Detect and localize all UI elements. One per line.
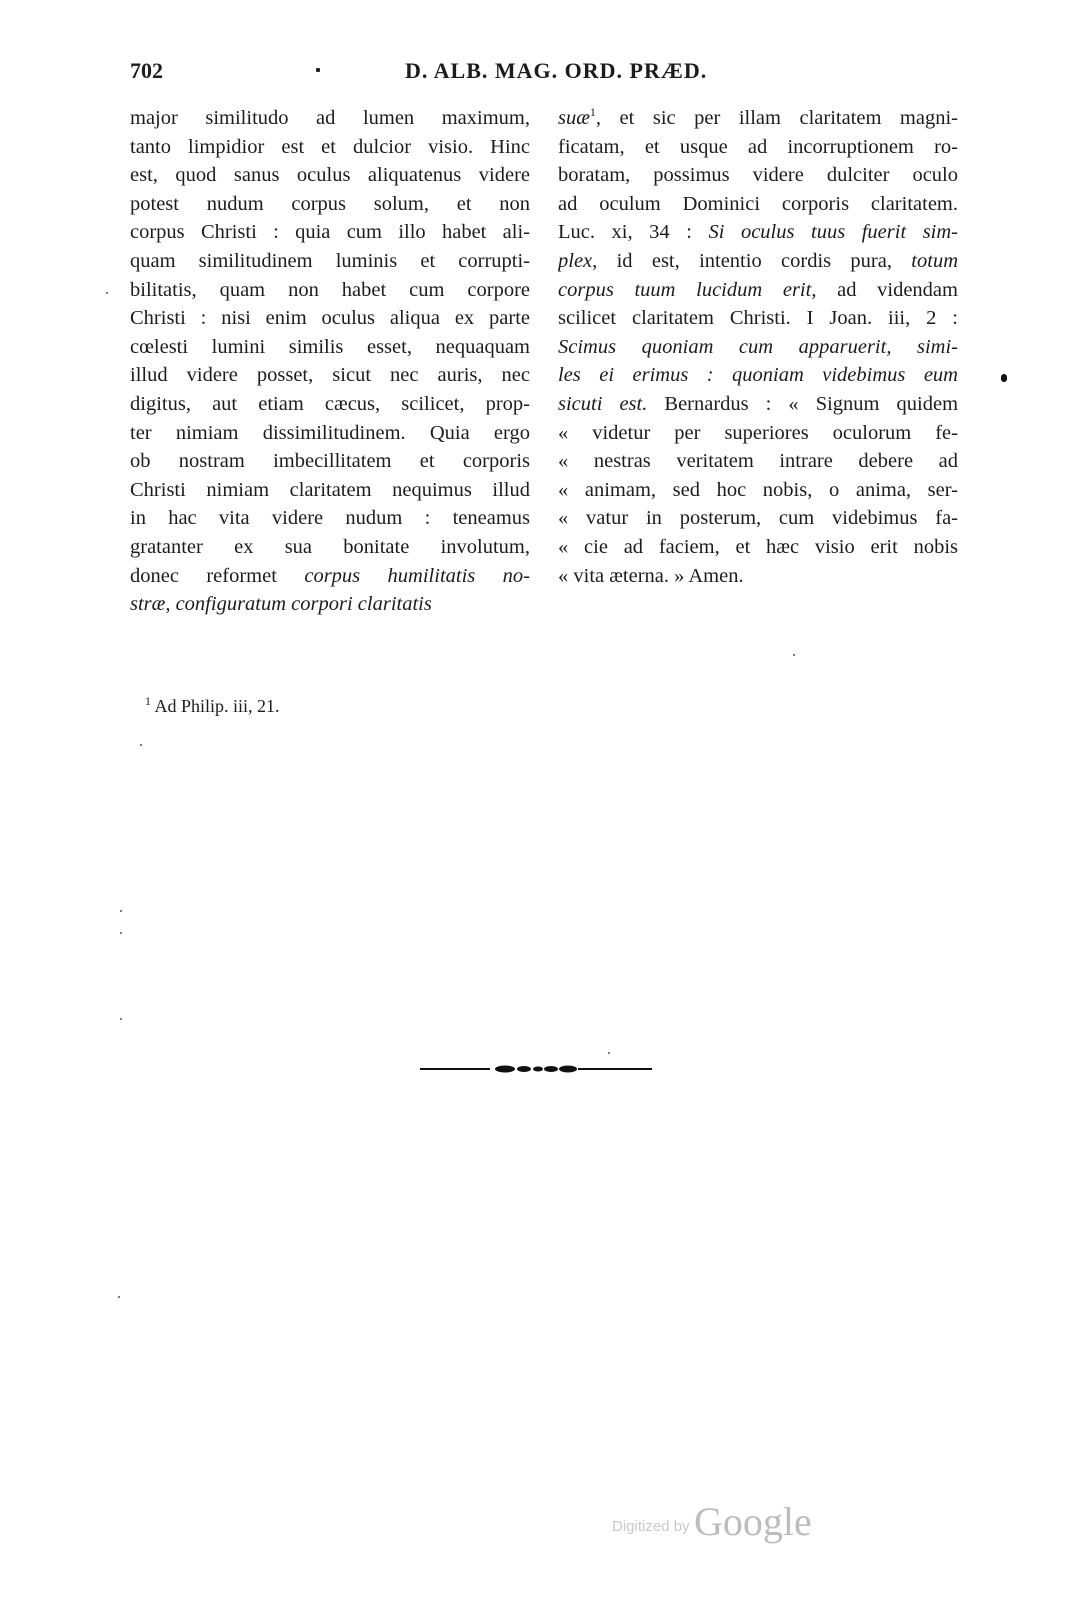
text-line <box>130 190 530 219</box>
running-head: D. ALB. MAG. ORD. PRÆD. <box>405 58 708 83</box>
text-line <box>130 562 530 591</box>
text-run: Christi : nisi enim oculus aliqua ex parte <box>130 307 530 330</box>
text-run: , id est, intentio cordis pura, <box>592 249 912 272</box>
text-run: tanto limpidior est et dulcior visio. Hinc <box>130 135 530 158</box>
text-run: Bernardus : « Signum quidem <box>647 392 958 415</box>
text-line <box>558 218 958 247</box>
scan-speck <box>120 910 122 912</box>
italic-text: Scimus quoniam cum apparuerit, simi- <box>558 335 958 358</box>
text-line <box>558 133 958 162</box>
footnote-ref: 1 <box>589 105 596 120</box>
text-line <box>558 562 958 591</box>
text-line <box>558 104 958 133</box>
footnote <box>145 696 280 717</box>
scan-speck <box>118 1296 120 1298</box>
text-line <box>130 218 530 247</box>
scan-speck <box>106 292 108 294</box>
text-run: ad oculum Dominici corporis claritatem. <box>558 192 958 215</box>
scan-speck <box>120 932 122 934</box>
italic-text: corpus tuum lucidum erit <box>558 278 812 301</box>
text-run: Luc. xi, 34 : <box>558 221 709 244</box>
text-line <box>558 304 958 333</box>
text-run: ter nimiam dissimilitudinem. Quia ergo <box>130 421 530 444</box>
text-line <box>130 590 530 619</box>
scan-speck <box>140 744 142 746</box>
text-line <box>130 390 530 419</box>
italic-text: corpus humilitatis no- <box>304 564 530 587</box>
text-line <box>558 447 958 476</box>
text-run: corpus Christi : quia cum illo habet ali- <box>130 221 530 244</box>
page-header <box>130 58 962 92</box>
text-run: potest nudum corpus solum, et non <box>130 192 530 215</box>
left-text-column <box>130 104 530 619</box>
text-run: scilicet claritatem Christi. I Joan. iii, 2 : <box>558 307 958 330</box>
text-line <box>130 133 530 162</box>
text-run: bilitatis, quam non habet cum corpore <box>130 278 530 301</box>
text-run: « vita æterna. » Amen. <box>558 564 744 587</box>
watermark-brand: Google <box>694 1499 812 1544</box>
text-line <box>558 476 958 505</box>
watermark-prefix: Digitized by <box>612 1518 690 1535</box>
text-run: , ad videndam <box>811 278 958 301</box>
text-run: gratanter ex sua bonitate involutum, <box>130 535 530 558</box>
text-run: « nestras veritatem intrare debere ad <box>558 450 958 473</box>
text-line <box>558 390 958 419</box>
text-run: quam similitudinem luminis et corrupti- <box>130 249 530 272</box>
text-line <box>558 504 958 533</box>
text-line <box>130 361 530 390</box>
text-run: illud videre posset, sicut nec auris, nec <box>130 364 530 387</box>
page-number: 702 <box>130 58 163 83</box>
italic-text: totum <box>911 249 958 272</box>
text-run: , et sic per illam claritatem magni- <box>595 107 958 129</box>
text-line <box>558 247 958 276</box>
text-run: « cie ad faciem, et hæc visio erit nobis <box>558 535 958 558</box>
footnote-marker: 1 <box>145 694 151 708</box>
text-line <box>130 476 530 505</box>
text-line <box>130 504 530 533</box>
ornament-divider <box>420 1062 652 1076</box>
text-line <box>130 447 530 476</box>
scan-speck <box>793 654 795 656</box>
italic-text: plex <box>558 249 593 272</box>
italic-text: Si oculus tuus fuerit sim- <box>708 221 958 244</box>
text-run: boratam, possimus videre dulciter oculo <box>558 164 958 187</box>
text-run: digitus, aut etiam cæcus, scilicet, prop- <box>130 392 530 415</box>
text-line <box>130 247 530 276</box>
text-line <box>558 361 958 390</box>
scan-speck <box>316 68 320 72</box>
text-run: ob nostram imbecillitatem et corporis <box>130 450 530 473</box>
right-text-column <box>558 104 958 590</box>
text-run: « videtur per superiores oculorum fe- <box>558 421 958 444</box>
text-line <box>558 161 958 190</box>
scan-speck <box>1001 374 1007 382</box>
text-line <box>558 333 958 362</box>
text-run: in hac vita videre nudum : teneamus <box>130 507 530 530</box>
italic-text: les ei erimus : quoniam videbimus eum <box>558 364 958 387</box>
text-line <box>558 533 958 562</box>
text-run: « vatur in posterum, cum videbimus fa- <box>558 507 958 530</box>
text-run: donec reformet <box>130 564 305 587</box>
digitized-by-google-watermark <box>612 1498 812 1545</box>
text-run: cœlesti lumini similis esset, nequaquam <box>130 335 530 358</box>
text-line <box>130 276 530 305</box>
text-line <box>558 419 958 448</box>
footnote-text: Ad Philip. iii, 21. <box>151 696 280 716</box>
text-line <box>130 533 530 562</box>
text-line <box>558 190 958 219</box>
text-line <box>558 276 958 305</box>
text-run: major similitudo ad lumen maximum, <box>130 107 530 129</box>
text-run: « animam, sed hoc nobis, o anima, ser- <box>558 478 958 501</box>
text-line <box>130 333 530 362</box>
italic-text: stræ, configuratum corpori claritatis <box>130 593 432 616</box>
italic-text: suæ <box>558 107 590 129</box>
text-run: Christi nimiam claritatem nequimus illud <box>130 478 530 501</box>
scan-speck <box>608 1052 610 1054</box>
text-line <box>130 304 530 333</box>
text-line <box>130 161 530 190</box>
text-run: est, quod sanus oculus aliquatenus videre <box>130 164 530 187</box>
text-line <box>130 104 530 133</box>
text-run: ficatam, et usque ad incorruptionem ro- <box>558 135 958 158</box>
scan-speck <box>120 1018 122 1020</box>
italic-text: sicuti est. <box>558 392 648 415</box>
text-line <box>130 419 530 448</box>
